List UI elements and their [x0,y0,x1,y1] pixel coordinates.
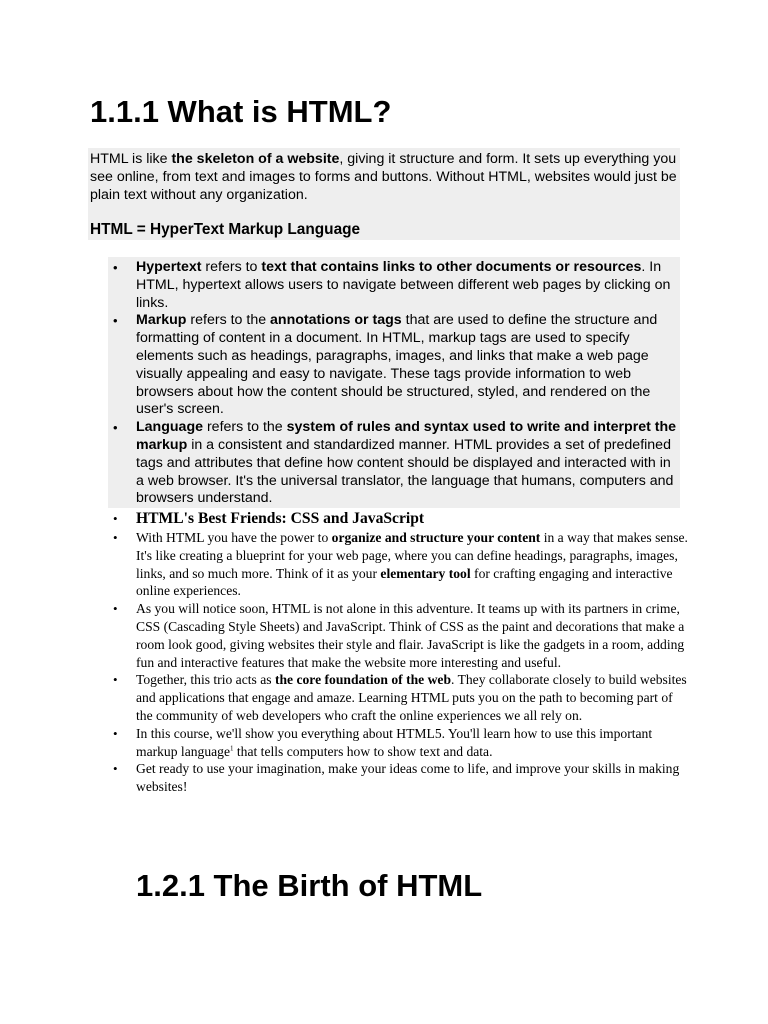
list-item-language [108,419,682,508]
item-text: that tells computers how to show text and data. [233,743,493,759]
term-definition-list [108,259,682,508]
term-label: Language [136,419,204,436]
bullet: • [113,260,118,275]
item-text: for crafting engaging and interactive online experiences. [136,565,673,599]
html-acronym-definition: HTML = HyperText Markup Language [90,221,361,238]
term-text: in a consistent and standardized manner. HTML provides a set of predefined tags and attributes that define how content should be displayed and interacted with in a web browser. It's the universal translator, the language that humans, computers and browsers understand. [136,436,674,507]
section-heading-1-2-1: 1.2.1 The Birth of HTML [136,868,483,903]
item-bold: the core foundation of the web [274,672,452,688]
bullet: • [113,601,118,617]
item-text: . They collaborate closely to build websites and applications that engage and amaze. Learning HTML puts you on the path to becoming part of the community of web developers who craft the online experiences we all rely on. [136,672,687,723]
term-label: Hypertext [136,259,202,275]
term-text: refers to the [186,312,271,329]
item-text: in a way that makes sense. It's like creating a blueprint for your web page, where you can define headings, paragraphs, images, links, and so much more. Think of it as your [136,530,688,581]
item-text: As you will notice soon, HTML is not alone in this adventure. It teams up with its partners in crime, CSS (Cascading Style Sheets) and JavaScript. Think of CSS as the paint and decorations that make a room look good, giving websites their style and flair. JavaScript is like the gadgets in a room, adding fun and interactive features that make the website more interesting and useful. [136,601,685,670]
bullet: • [113,530,118,545]
list-item-organize [108,529,688,600]
bullet: • [113,420,118,436]
list-item-imagination [108,760,688,796]
footnote-marker[interactable]: 1 [230,744,234,753]
term-bold: system of rules and syntax used to write and interpret the markup [136,419,677,453]
item-bold: elementary tool [380,565,471,581]
intro-bold: the skeleton of a website [171,151,340,167]
term-bold: annotations or tags [270,312,402,329]
list-item-trio [108,671,688,724]
term-text: . In HTML, hypertext allows users to navigate between different web pages by clicking on links. [136,259,671,311]
list-item-hypertext [108,259,682,312]
intro-text: , giving it structure and form. It sets up everything you see online, from text and images to forms and buttons. Without HTML, websites would just be plain text without any organization. [90,151,677,203]
list-item-html5-course [108,725,688,761]
bullet: • [113,761,118,777]
intro-text: HTML is like [90,151,172,167]
best-friends-heading: HTML's Best Friends: CSS and JavaScript [136,510,425,527]
intro-paragraph [90,150,682,204]
item-text: Get ready to use your imagination, make your ideas come to life, and improve your skills in making websites! [136,761,680,795]
bullet: • [113,672,118,688]
term-label: Markup [136,312,187,329]
term-text: that are used to define the structure and formatting of content in a document. In HTML, markup tags are used to specify elements such as headings, paragraphs, images, and links that make a web page visually appealing and easy to navigate. These tags provide information to web browsers about how the content should be structured, styled, and rendered on the user's screen. [136,312,658,418]
item-text: Together, this trio acts as [136,672,275,688]
bullet: • [113,511,118,526]
section-heading-1-1-1: 1.1.1 What is HTML? [90,94,392,129]
item-text: With HTML you have the power to [136,530,332,545]
item-text: In this course, we'll show you everything about HTML5. You'll learn how to use this important markup language [136,725,653,759]
term-text: refers to the [203,419,287,436]
list-item-css-javascript [108,600,688,671]
bullet: • [113,725,118,741]
item-bold: organize and structure your content [331,530,541,545]
term-text: refers to [201,259,262,275]
best-friends-list [108,509,688,796]
list-item-markup [108,312,682,419]
list-item-best-friends-heading [108,509,688,529]
term-bold: text that contains links to other documents or resources [261,259,642,275]
bullet: • [113,313,118,329]
